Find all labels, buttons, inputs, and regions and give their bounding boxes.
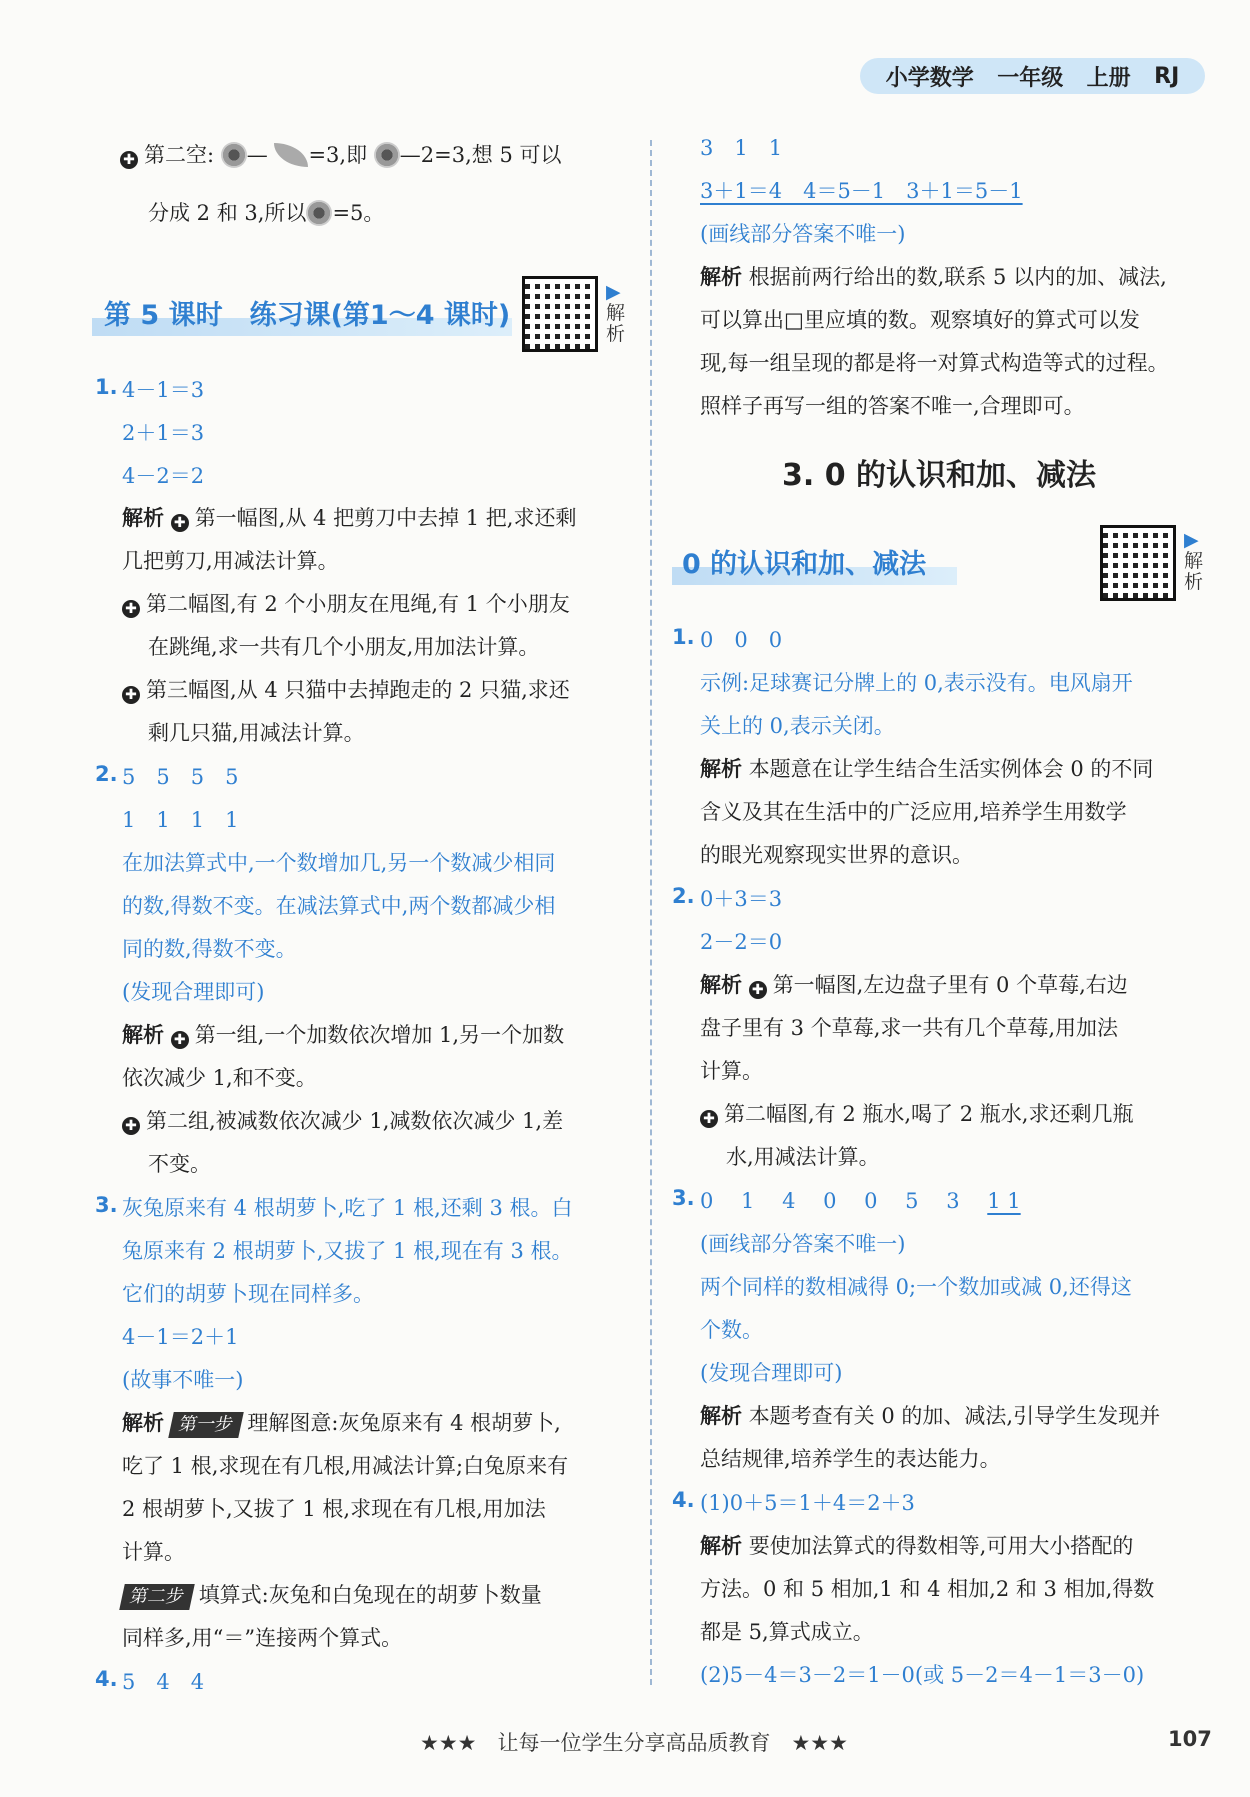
r-q4-answer: (1)0＋5＝1＋4＝2＋3 — [700, 1491, 915, 1515]
r-q1-explanation-text: 的眼光观察现实世界的意识。 — [700, 843, 973, 867]
r-q4-number: 4. — [672, 1488, 695, 1512]
r-q3-explanation-text: 总结规律,培养学生的表达能力。 — [700, 1447, 1001, 1471]
q3-explanation-text: 2 根胡萝卜,又拔了 1 根,求现在有几根,用加法 — [122, 1497, 546, 1521]
q2-answer: (发现合理即可) — [122, 980, 265, 1004]
play-icon: ▶ — [1184, 529, 1199, 551]
right-explanation-text: 照样子再写一组的答案不唯一,合理即可。 — [700, 394, 1085, 418]
q3-answer: 4－1＝2＋1 — [122, 1325, 239, 1349]
play-icon: ▶ — [606, 281, 621, 303]
r-q3-answer: (画线部分答案不唯一) — [700, 1232, 906, 1256]
q3-number: 3. — [95, 1193, 118, 1217]
r-q2-number: 2. — [672, 884, 695, 908]
q2-explanation-text: 不变。 — [148, 1152, 211, 1176]
qr-code[interactable] — [1100, 525, 1176, 601]
header-tag — [860, 58, 1205, 94]
bullet-icon: ✚ — [122, 600, 140, 618]
page-number: 107 — [1168, 1727, 1212, 1751]
q2-explanation-text: 依次减少 1,和不变。 — [122, 1066, 317, 1090]
q3-explanation-text: 同样多,用“＝”连接两个算式。 — [122, 1626, 403, 1650]
r-q1-number: 1. — [672, 625, 695, 649]
header-grade: 一年级 — [997, 65, 1064, 91]
left-intro-line1: ✚ 第二空: — =3,即 —2=3,想 5 可以 — [120, 140, 562, 170]
r-q4-answer: (2)5－4＝3－2＝1－0(或 5－2＝4－1＝3－0) — [700, 1663, 1145, 1687]
bullet-icon: ✚ — [122, 686, 140, 704]
qr-label-right[interactable]: ▶解析 — [1184, 529, 1204, 593]
q1-answer: 2＋1＝3 — [122, 421, 205, 445]
r-q3-number: 3. — [672, 1186, 695, 1210]
r-q2-answer: 2－2＝0 — [700, 930, 783, 954]
lesson-title-left: 第 5 课时 练习课(第1～4 课时) — [104, 300, 511, 331]
q1-explanation-3: ✚ 第三幅图,从 4 只猫中去掉跑走的 2 只猫,求还 — [122, 675, 570, 705]
qr-label-left[interactable]: ▶解析 — [606, 281, 626, 345]
r-q1-answer: 示例:足球赛记分牌上的 0,表示没有。电风扇开 — [700, 671, 1133, 695]
header-subject: 小学数学 — [885, 65, 974, 91]
flower-icon — [221, 142, 247, 168]
bullet-icon: ✚ — [120, 151, 138, 169]
q1-answer: 4－1＝3 — [122, 378, 205, 402]
r-q2-explanation-2: ✚ 第二幅图,有 2 瓶水,喝了 2 瓶水,求还剩几瓶 — [700, 1099, 1133, 1129]
q3-step2: 第二步 填算式:灰兔和白兔现在的胡萝卜数量 — [122, 1580, 542, 1610]
q1-number: 1. — [95, 375, 118, 399]
r-q3-answer: 个数。 — [700, 1318, 763, 1342]
bullet-icon: ✚ — [171, 514, 189, 532]
bullet-icon: ✚ — [700, 1110, 718, 1128]
left-intro-line2: 分成 2 和 3,所以 =5。 — [148, 201, 385, 225]
r-q4-explanation: 解析 要使加法算式的得数相等,可用大小搭配的 — [700, 1534, 1134, 1558]
leaf-icon — [274, 143, 308, 167]
q3-answer: 它们的胡萝卜现在同样多。 — [122, 1282, 374, 1306]
r-q3-answer: 两个同样的数相减得 0;一个数加或减 0,还得这 — [700, 1275, 1132, 1299]
q1-explanation-text: 几把剪刀,用减法计算。 — [122, 549, 339, 573]
section-title: 3. 0 的认识和加、减法 — [782, 458, 1097, 493]
q2-explanation-2: ✚ 第二组,被减数依次减少 1,减数依次减少 1,差 — [122, 1106, 563, 1136]
q1-explanation-text: 在跳绳,求一共有几个小朋友,用加法计算。 — [148, 635, 540, 659]
right-top-answer: 3 1 1 — [700, 136, 783, 160]
q3-explanation: 解析 第一步 理解图意:灰兔原来有 4 根胡萝卜, — [122, 1408, 561, 1438]
step1-badge: 第一步 — [168, 1412, 244, 1438]
column-divider — [650, 140, 652, 1685]
q3-explanation-text: 计算。 — [122, 1540, 185, 1564]
lesson-title-right: 0 的认识和加、减法 — [682, 549, 927, 580]
r-q2-explanation-text: 盘子里有 3 个草莓,求一共有几个草莓,用加法 — [700, 1016, 1119, 1040]
r-q3-explanation: 解析 本题考查有关 0 的加、减法,引导学生发现并 — [700, 1404, 1161, 1428]
r-q1-explanation-text: 含义及其在生活中的广泛应用,培养学生用数学 — [700, 800, 1127, 824]
bullet-icon: ✚ — [122, 1117, 140, 1135]
r-q4-explanation-text: 都是 5,算式成立。 — [700, 1620, 874, 1644]
q2-explanation: 解析 ✚ 第一组,一个加数依次增加 1,另一个加数 — [122, 1023, 565, 1048]
right-top-equations: 3＋1＝4 4＝5－1 3＋1＝5－1 — [700, 179, 1023, 203]
step2-badge: 第二步 — [119, 1584, 195, 1610]
q2-answer: 1 1 1 1 — [122, 808, 239, 832]
q1-explanation-text: 剩几只猫,用减法计算。 — [148, 721, 365, 745]
q3-answer: (故事不唯一) — [122, 1368, 244, 1392]
right-explanation: 解析 根据前两行给出的数,联系 5 以内的加、减法, — [700, 265, 1167, 289]
r-q3-answer: 0 1 4 0 0 5 3 1 1 — [700, 1189, 1021, 1213]
q2-number: 2. — [95, 762, 118, 786]
q2-answer: 在加法算式中,一个数增加几,另一个数减少相同 — [122, 851, 556, 875]
r-q2-explanation-text: 计算。 — [700, 1059, 763, 1083]
footer-slogan: ★★★ 让每一位学生分享高品质教育 ★★★ — [420, 1731, 848, 1755]
bullet-icon: ✚ — [171, 1031, 189, 1049]
q1-answer: 4－2＝2 — [122, 464, 205, 488]
r-q2-explanation: 解析 ✚ 第一幅图,左边盘子里有 0 个草莓,右边 — [700, 973, 1128, 998]
right-top-note: (画线部分答案不唯一) — [700, 222, 906, 246]
header-volume: 上册 — [1086, 65, 1131, 91]
q3-explanation-text: 吃了 1 根,求现在有几根,用减法计算;白兔原来有 — [122, 1454, 569, 1478]
q4-answer: 5 4 4 — [122, 1670, 205, 1694]
q2-answer: 同的数,得数不变。 — [122, 937, 297, 961]
r-q2-answer: 0＋3＝3 — [700, 887, 783, 911]
q3-answer: 兔原来有 2 根胡萝卜,又拔了 1 根,现在有 3 根。 — [122, 1239, 573, 1263]
flower-icon — [374, 142, 400, 168]
q2-answer: 5 5 5 5 — [122, 765, 239, 789]
flower-icon — [306, 200, 332, 226]
r-q1-explanation: 解析 本题意在让学生结合生活实例体会 0 的不同 — [700, 757, 1154, 781]
qr-code[interactable] — [522, 276, 598, 352]
r-q2-explanation-text: 水,用减法计算。 — [726, 1145, 880, 1169]
r-q3-answer: (发现合理即可) — [700, 1361, 843, 1385]
q1-explanation-2: ✚ 第二幅图,有 2 个小朋友在甩绳,有 1 个小朋友 — [122, 589, 570, 619]
q2-answer: 的数,得数不变。在减法算式中,两个数都减少相 — [122, 894, 556, 918]
header-edition: RJ — [1154, 63, 1180, 89]
right-explanation-text: 现,每一组呈现的都是将一对算式构造等式的过程。 — [700, 351, 1169, 375]
right-explanation-text: 可以算出□里应填的数。观察填好的算式可以发 — [700, 308, 1140, 332]
r-q1-answer: 0 0 0 — [700, 628, 783, 652]
q1-explanation: 解析 ✚ 第一幅图,从 4 把剪刀中去掉 1 把,求还剩 — [122, 506, 577, 531]
r-q4-explanation-text: 方法。0 和 5 相加,1 和 4 相加,2 和 3 相加,得数 — [700, 1577, 1155, 1601]
q4-number: 4. — [95, 1667, 118, 1691]
q3-answer: 灰兔原来有 4 根胡萝卜,吃了 1 根,还剩 3 根。白 — [122, 1196, 573, 1220]
bullet-icon: ✚ — [749, 981, 767, 999]
r-q1-answer: 关上的 0,表示关闭。 — [700, 714, 895, 738]
